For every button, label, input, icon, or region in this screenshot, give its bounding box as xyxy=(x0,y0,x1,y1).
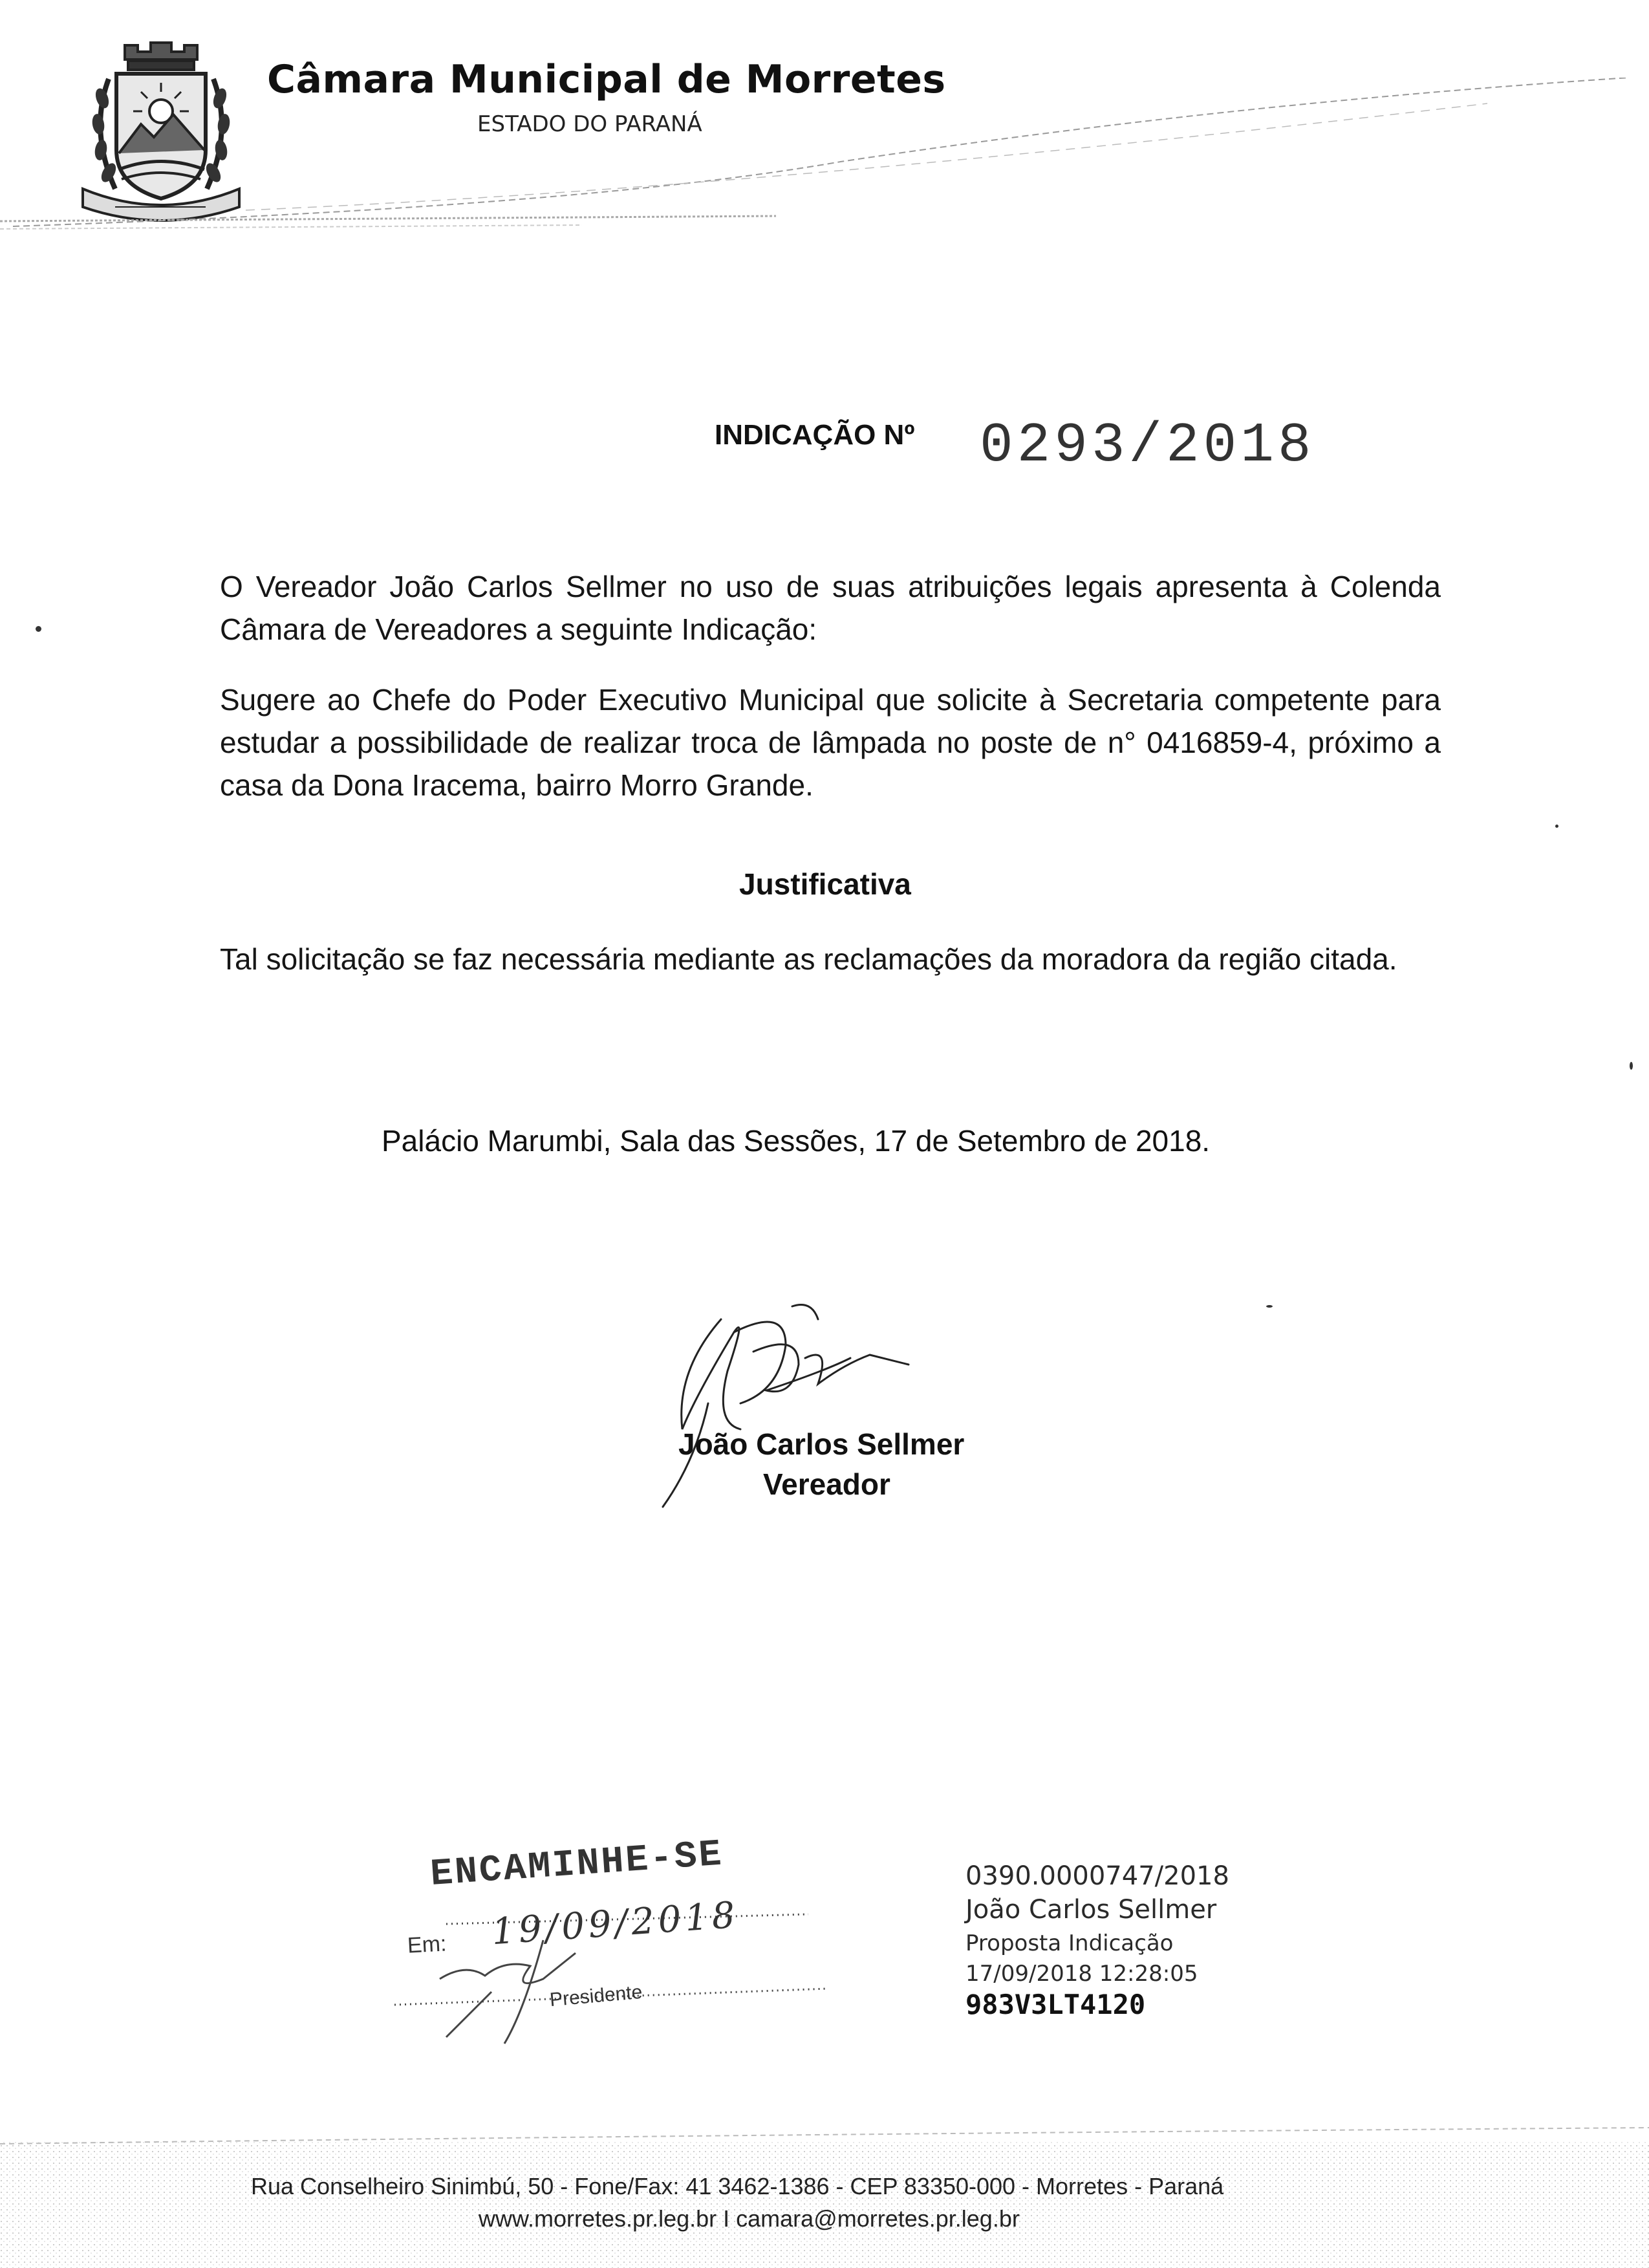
footer-contact: www.morretes.pr.leg.br I camara@morretes.pr.leg.br xyxy=(479,2205,1020,2232)
stamp-president-label: Presidente xyxy=(548,1981,643,2011)
justification-heading: Justificativa xyxy=(739,867,911,901)
place-and-date: Palácio Marumbi, Sala das Sessões, 17 de Setembro de 2018. xyxy=(382,1124,1211,1158)
protocol-number: 0390.0000747/2018 xyxy=(965,1861,1229,1891)
protocol-type: Proposta Indicação xyxy=(965,1930,1174,1956)
request-paragraph: Sugere ao Chefe do Poder Executivo Municipal que solicite à Secretaria competente para estudar a possibilidade de realizar troca de lâmpada no poste de n° 0416859-4, próximo a casa da Dona Iracema, bairro Morro Grande. xyxy=(220,683,1441,802)
justification-paragraph: Tal solicitação se faz necessária mediante as reclamações da moradora da região citada. xyxy=(220,942,1397,976)
chamber-name: Câmara Municipal de Morretes xyxy=(267,57,946,102)
signer-role: Vereador xyxy=(763,1467,890,1501)
indication-number: 0293/2018 xyxy=(980,414,1315,477)
protocol-code: 983V3LT4120 xyxy=(965,1989,1146,2020)
scan-speck xyxy=(1630,1062,1633,1070)
signer-name: João Carlos Sellmer xyxy=(678,1427,965,1461)
scan-speck xyxy=(36,626,41,632)
scan-speck xyxy=(1555,825,1558,828)
protocol-author: João Carlos Sellmer xyxy=(965,1895,1217,1925)
footer-address: Rua Conselheiro Sinimbú, 50 - Fone/Fax: 41 3462-1386 - CEP 83350-000 - Morretes - Paraná xyxy=(251,2173,1224,2199)
header-divider xyxy=(0,78,1649,246)
handwritten-signature xyxy=(637,1293,941,1539)
protocol-timestamp: 17/09/2018 12:28:05 xyxy=(965,1961,1198,1987)
stamp-date-label: Em: xyxy=(407,1931,447,1958)
chamber-state: ESTADO DO PARANÁ xyxy=(477,111,702,137)
stamp-date-value: 19/09/2018 xyxy=(490,1894,740,1954)
stamp-title: ENCAMINHE-SE xyxy=(429,1833,725,1896)
intro-paragraph: O Vereador João Carlos Sellmer no uso de suas atribuições legais apresenta à Colenda Câmara de Vereadores a seguinte Indicação: xyxy=(220,570,1441,646)
scan-speck xyxy=(1266,1305,1273,1308)
indication-label: INDICAÇÃO Nº xyxy=(715,419,915,451)
